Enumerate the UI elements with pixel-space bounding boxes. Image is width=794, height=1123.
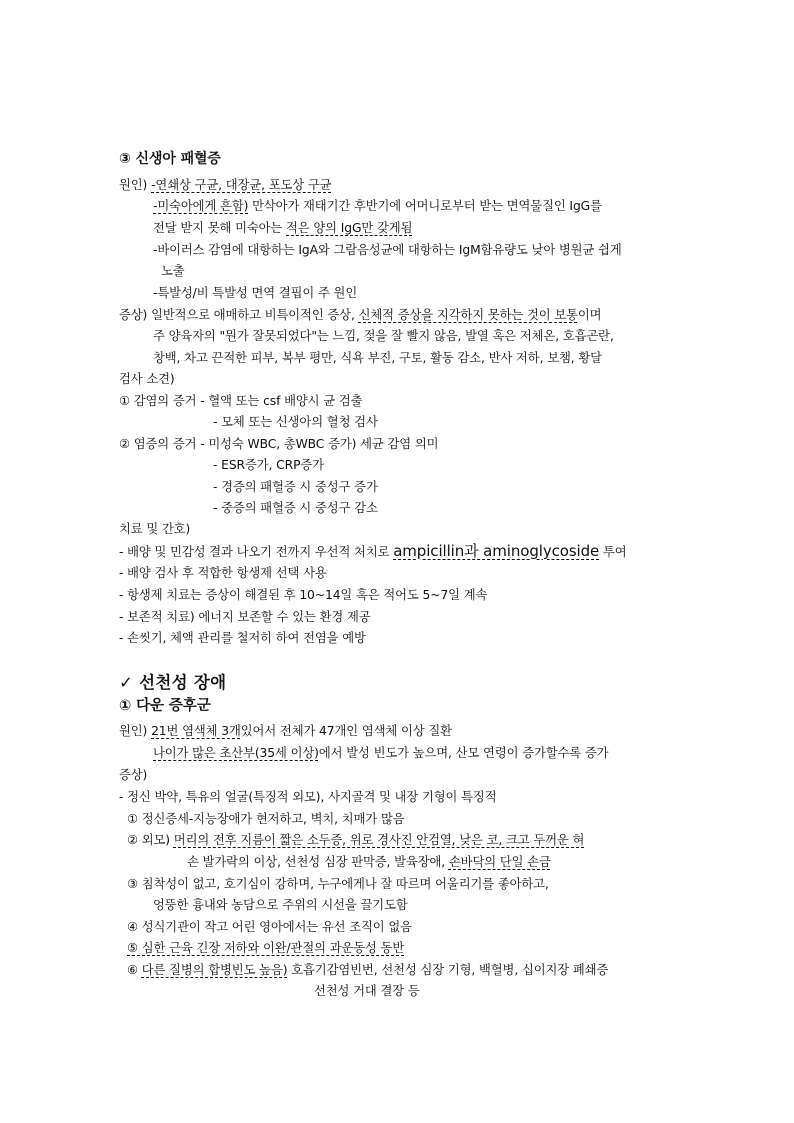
symptom-text-b: 신체적 증상을 지각하지 못하는 것이 보통 xyxy=(358,308,578,322)
ds-item-5: ⑤ 심한 근육 긴장 저하와 이완/관절의 과운동성 동반 xyxy=(127,941,405,955)
symptom-line-1 xyxy=(119,307,601,323)
cause-igg-low: 적은 양의 IgG만 갖게됨 xyxy=(286,221,413,235)
exam-line-3: ② 염증의 증거 - 미성숙 WBC, 총WBC 증가) 세균 감염 의미 xyxy=(119,437,439,451)
exam-line-4: - ESR증가, CRP증가 xyxy=(213,458,324,472)
ds-symptom-label: 증상) xyxy=(119,768,148,782)
exam-line-1: ① 감염의 증거 - 혈액 또는 csf 배양시 균 검출 xyxy=(119,394,363,408)
ds-cause-line-1 xyxy=(119,723,452,739)
cause-line-4-cont: 노출 xyxy=(161,264,185,278)
ds-item-3-cont: 엉뚱한 흉내와 농담으로 주위의 시선을 끌기도함 xyxy=(153,898,408,912)
ds-item-2 xyxy=(127,832,584,848)
treat-label: 치료 및 간호) xyxy=(119,522,191,536)
ds-item-6-label: 다른 질병의 합병빈도 높음) xyxy=(141,963,288,977)
cause-line-1 xyxy=(119,177,331,193)
treat-antibiotics: ampicillin과 aminoglycoside xyxy=(393,542,600,560)
ds-item-6-cont: 선천성 거대 결장 등 xyxy=(314,984,420,998)
treat-text-c: 투여 xyxy=(599,545,627,559)
cause-igg-text: 전달 받지 못해 미숙아는 xyxy=(153,221,287,235)
treat-line-5: - 손씻기, 체액 관리를 철저히 하여 전염을 예방 xyxy=(119,631,366,645)
cause-line-5: -특발성/비 특발성 면역 결핍이 주 원인 xyxy=(153,286,358,300)
ds-cause-line-2 xyxy=(153,745,608,761)
treat-line-4: - 보존적 치료) 에너지 보존할 수 있는 환경 제공 xyxy=(119,610,371,624)
ds-cause-age: 나이가 많은 초산부(35세 이상) xyxy=(153,746,319,760)
treat-line-1 xyxy=(119,543,627,560)
ds-item-1: ① 정신증세-지능장애가 현저하고, 벽치, 치매가 많음 xyxy=(127,812,405,826)
ds-item-2-cont-text: 손 발가락의 이상, 선천성 심장 판막증, 발육장애, xyxy=(187,855,449,869)
ds-item-3: ③ 침착성이 없고, 호기심이 강하며, 누구에게나 잘 따르며 어울리기를 좋아하고, xyxy=(127,877,549,891)
ds-item-6 xyxy=(127,962,608,978)
treat-text-a: - 배양 및 민감성 결과 나오기 전까지 우선적 처치로 xyxy=(119,545,394,559)
ds-cause-label: 원인) xyxy=(119,724,148,738)
ds-item-2-features: 머리의 전후 지름이 짧은 소두증, 위로 경사진 안검열, 낮은 코, 크고 두꺼운 혀 xyxy=(173,833,585,847)
ds-item-4: ④ 성식기관이 작고 어린 영아에서는 유선 조직이 없음 xyxy=(127,920,412,934)
cause-premature-desc: 만삭아가 재태기간 후반기에 어머니로부터 받는 면역물질인 IgG를 xyxy=(248,199,602,213)
cause-label: 원인) xyxy=(119,178,148,192)
ds-cause-chromosome: 21번 염색체 3개 xyxy=(151,724,241,738)
cause-bacteria: -연쇄상 구균, 대장균, 포도상 구균 xyxy=(151,178,332,192)
ds-item-2-cont xyxy=(187,854,551,870)
ds-cause-desc: 있어서 전체가 47개인 염색체 이상 질환 xyxy=(240,724,452,738)
section-title-neonatal-sepsis: ③ 신생아 패혈증 xyxy=(119,151,221,167)
ds-item-2-label: ② 외모) xyxy=(127,833,174,847)
cause-line-3 xyxy=(153,220,412,236)
ds-item-6-num: ⑥ xyxy=(127,963,142,977)
symptom-text-c: 이며 xyxy=(577,308,602,322)
cause-premature: -미숙아에게 흔함) xyxy=(153,199,249,213)
ds-symptom-intro: - 정신 박약, 특유의 얼굴(특징적 외모), 사지골격 및 내장 기형이 특징적 xyxy=(119,790,497,804)
ds-item-6-desc: 호흡기감염빈번, 선천성 심장 기형, 백혈병, 십이지장 폐쇄증 xyxy=(287,963,609,977)
exam-line-2: - 모체 또는 신생아의 혈청 검사 xyxy=(213,415,378,429)
symptom-text-a: 일반적으로 애매하고 비특이적인 증상, xyxy=(147,308,359,322)
cause-line-2 xyxy=(153,198,602,214)
exam-line-5: - 경증의 패혈증 시 중성구 증가 xyxy=(213,480,378,494)
symptom-line-2: 주 양육자의 "뭔가 잘못되었다"는 느낌, 젖을 잘 빨지 않음, 발열 혹은 저체온, 호흡곤란, xyxy=(153,329,614,343)
subsection-title-down-syndrome: ① 다운 증후군 xyxy=(119,698,211,714)
cause-line-4: -바이러스 감염에 대항하는 IgA와 그람음성균에 대항하는 IgM함유량도 낮아 병원균 쉽게 xyxy=(153,243,622,257)
symptom-line-3: 창백, 차고 끈적한 피부, 복부 평만, 식욕 부진, 구토, 활동 감소, 반사 저하, 보챔, 황달 xyxy=(153,351,602,365)
exam-line-6: - 중증의 패혈증 시 중성구 감소 xyxy=(213,501,378,515)
treat-line-3: - 항생제 치료는 증상이 해결된 후 10~14일 혹은 적어도 5~7일 계속 xyxy=(119,588,488,602)
ds-cause-age-desc: 에서 발성 빈도가 높으며, 산모 연령이 증가할수록 증가 xyxy=(318,746,609,760)
symptom-label: 증상) xyxy=(119,308,148,322)
section-title-congenital: ✓ 선천성 장애 xyxy=(119,673,227,692)
exam-label: 검사 소견) xyxy=(119,372,175,386)
ds-item-2-palm: 손바닥의 단일 손금 xyxy=(448,855,551,869)
treat-line-2: - 배양 검사 후 적합한 항생제 선택 사용 xyxy=(119,566,327,580)
